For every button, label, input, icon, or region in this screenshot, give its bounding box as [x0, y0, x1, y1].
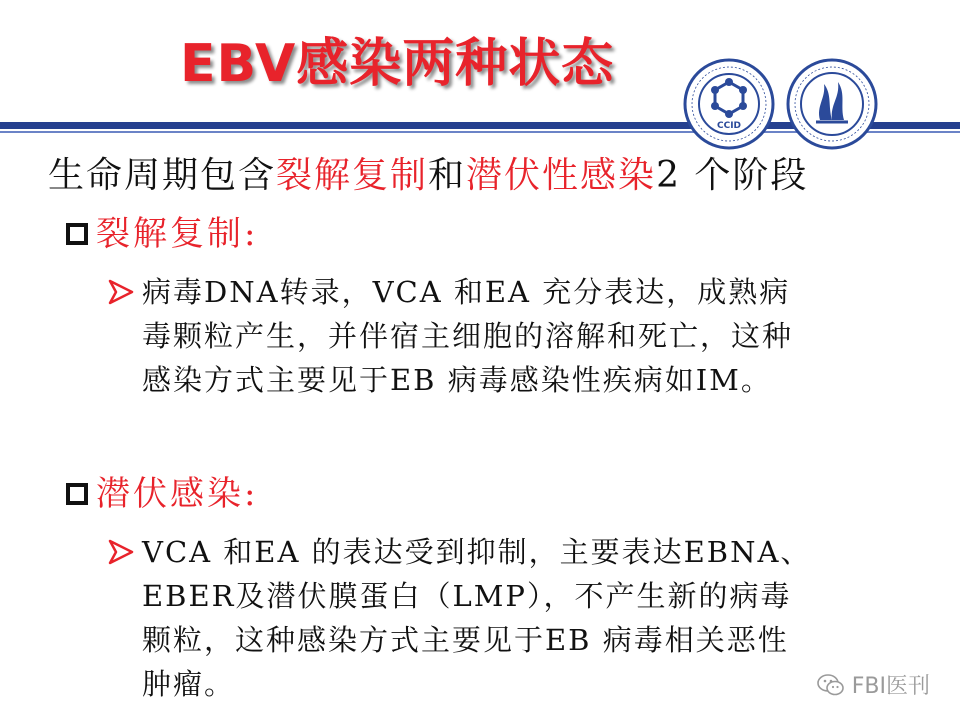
bullet-line-text: 病毒DNA转录，VCA 和EA 充分表达，成熟病 — [142, 275, 791, 309]
ccid-logo — [683, 58, 775, 150]
arrow-bullet-icon — [106, 537, 136, 567]
arrow-bullet-icon — [106, 277, 136, 307]
bullet-line — [106, 530, 926, 574]
bullet-line — [106, 270, 926, 314]
bullet-lytic — [106, 270, 926, 402]
subtitle-part3: 2 个阶段 — [656, 155, 809, 196]
bullet-line: 肿瘤。 — [142, 667, 236, 701]
section-heading-text: 潜伏感染: — [96, 474, 259, 514]
subtitle-part2: 和 — [428, 155, 467, 196]
bullet-line: EBER及潜伏膜蛋白（LMP），不产生新的病毒 — [142, 579, 792, 613]
checkbox-square-icon — [66, 483, 88, 505]
checkbox-square-icon — [66, 223, 88, 245]
slide-subtitle — [48, 148, 808, 204]
section-heading-text: 裂解复制: — [96, 214, 259, 254]
watermark-text: FBI医刊 — [851, 674, 930, 699]
section-heading-lytic — [66, 210, 258, 258]
watermark — [816, 669, 930, 700]
subtitle-highlight-latent: 潜伏性感染 — [466, 155, 657, 196]
subtitle-highlight-lytic: 裂解复制 — [276, 155, 429, 196]
bullet-line-text: VCA 和EA 的表达受到抑制，主要表达EBNA、 — [142, 535, 812, 569]
slide-title: EBV感染两种状态 — [180, 34, 615, 94]
bullet-line: 毒颗粒产生，并伴宿主细胞的溶解和死亡，这种 — [142, 319, 794, 353]
hospital-logo — [786, 58, 878, 150]
bullet-latent — [106, 530, 926, 706]
section-heading-latent — [66, 470, 258, 518]
bullet-line: 颗粒，这种感染方式主要见于EB 病毒相关恶性 — [142, 623, 789, 657]
wechat-icon — [816, 672, 846, 698]
ccid-logo-text: CCID — [716, 121, 742, 131]
subtitle-part1: 生命周期包含 — [48, 155, 277, 196]
bullet-line: 感染方式主要见于EB 病毒感染性疾病如IM。 — [142, 363, 772, 397]
